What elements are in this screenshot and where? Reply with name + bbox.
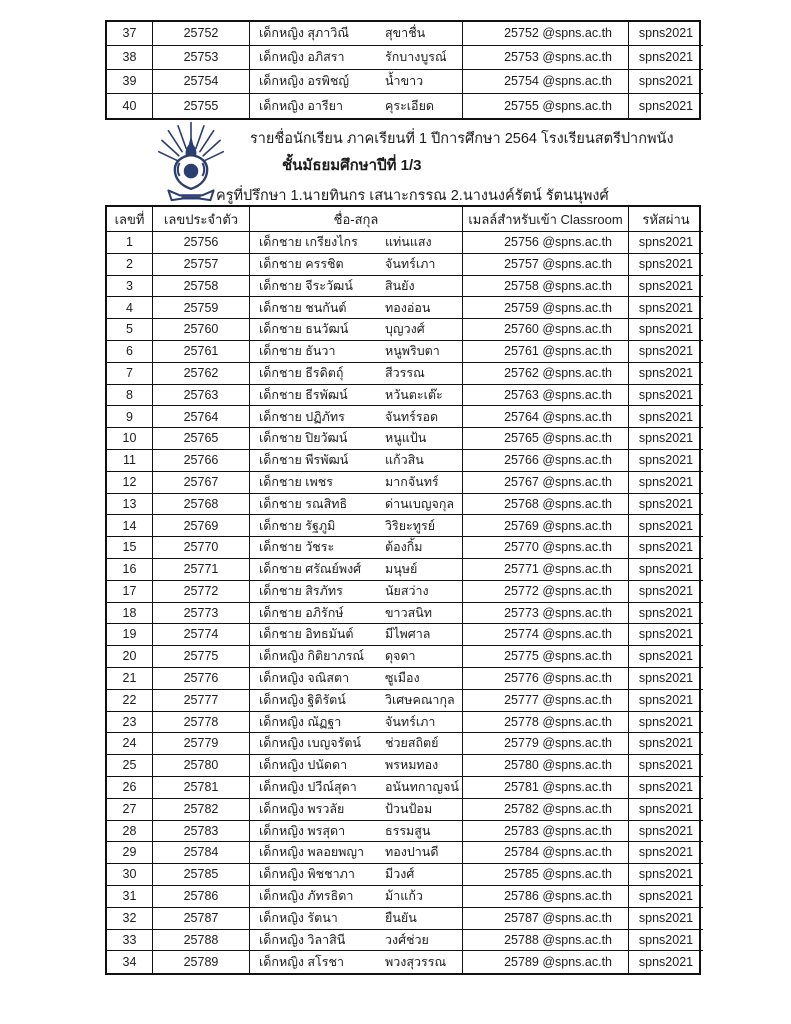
row-number-cell: 6 — [107, 341, 153, 363]
classroom-email-cell: 25755 @spns.ac.th — [463, 94, 629, 118]
student-id-cell: 25781 — [153, 777, 250, 799]
row-number-cell: 5 — [107, 319, 153, 341]
student-given-name: เด็กชาย รณสิทธิ — [259, 496, 348, 511]
password-cell: spns2021 — [629, 755, 703, 777]
student-id-cell: 25773 — [153, 603, 250, 625]
student-given-name: เด็กชาย ชนกันต์ — [259, 300, 347, 315]
classroom-email-cell: 25754 @spns.ac.th — [463, 70, 629, 94]
student-id-cell: 25769 — [153, 515, 250, 537]
row-number-cell: 18 — [107, 603, 153, 625]
student-id-cell: 25770 — [153, 537, 250, 559]
password-cell: spns2021 — [629, 842, 703, 864]
student-given-name: เด็กชาย ธีรพัฒน์ — [259, 387, 348, 402]
password-cell: spns2021 — [629, 472, 703, 494]
student-name-cell — [250, 559, 463, 581]
row-number-cell: 33 — [107, 930, 153, 952]
student-surname: แท่นแสง — [385, 235, 432, 250]
student-given-name: เด็กชาย ธนวัฒน์ — [259, 322, 349, 337]
password-cell: spns2021 — [629, 646, 703, 668]
classroom-email-cell: 25752 @spns.ac.th — [463, 22, 629, 46]
student-surname: สุขาชื่น — [385, 26, 426, 41]
student-surname: สินยัง — [385, 278, 415, 293]
student-id-cell: 25768 — [153, 494, 250, 516]
classroom-email-cell: 25786 @spns.ac.th — [463, 886, 629, 908]
classroom-email-cell: 25784 @spns.ac.th — [463, 842, 629, 864]
password-cell: spns2021 — [629, 733, 703, 755]
student-id-cell: 25755 — [153, 94, 250, 118]
student-given-name: เด็กหญิง พรวลัย — [259, 801, 345, 816]
row-number-cell: 30 — [107, 864, 153, 886]
classroom-email-cell: 25774 @spns.ac.th — [463, 624, 629, 646]
row-number-cell: 26 — [107, 777, 153, 799]
classroom-email-cell: 25779 @spns.ac.th — [463, 733, 629, 755]
student-id-cell: 25762 — [153, 363, 250, 385]
row-number-cell: 27 — [107, 799, 153, 821]
student-given-name: เด็กชาย รัฐภูมิ — [259, 518, 336, 533]
password-cell: spns2021 — [629, 297, 703, 319]
student-name-cell — [250, 712, 463, 734]
student-id-cell: 25786 — [153, 886, 250, 908]
student-surname: สีวรรณ — [385, 365, 425, 380]
classroom-email-cell: 25763 @spns.ac.th — [463, 385, 629, 407]
student-given-name: เด็กหญิง ภัทรธิดา — [259, 889, 354, 904]
student-given-name: เด็กหญิง อรพิชญ์ — [259, 74, 350, 89]
row-number-cell: 25 — [107, 755, 153, 777]
row-number-cell: 17 — [107, 581, 153, 603]
student-surname: คุระเอียด — [385, 98, 435, 113]
student-id-cell: 25766 — [153, 450, 250, 472]
student-id-cell: 25757 — [153, 254, 250, 276]
student-id-cell: 25754 — [153, 70, 250, 94]
student-surname: พรหมทอง — [385, 758, 439, 773]
student-name-cell — [250, 363, 463, 385]
classroom-email-cell: 25789 @spns.ac.th — [463, 951, 629, 973]
student-id-cell: 25765 — [153, 428, 250, 450]
classroom-email-cell: 25783 @spns.ac.th — [463, 821, 629, 843]
password-cell: spns2021 — [629, 864, 703, 886]
student-surname: ป้วนป้อม — [385, 801, 433, 816]
password-cell: spns2021 — [629, 821, 703, 843]
student-name-cell — [250, 254, 463, 276]
student-id-cell: 25785 — [153, 864, 250, 886]
student-surname: วิเศษคณากุล — [385, 692, 455, 707]
student-surname: จันทร์รอด — [385, 409, 439, 424]
row-number-cell: 10 — [107, 428, 153, 450]
student-name-cell — [250, 951, 463, 973]
password-cell: spns2021 — [629, 232, 703, 254]
row-number-cell: 13 — [107, 494, 153, 516]
row-number-cell: 39 — [107, 70, 153, 94]
row-number-cell: 22 — [107, 690, 153, 712]
student-name-cell — [250, 406, 463, 428]
student-given-name: เด็กชาย ธันวา — [259, 344, 336, 359]
student-name-cell — [250, 70, 463, 94]
student-given-name: เด็กชาย เพชร — [259, 474, 333, 489]
student-given-name: เด็กชาย วัชระ — [259, 540, 335, 555]
classroom-email-cell: 25766 @spns.ac.th — [463, 450, 629, 472]
classroom-email-cell: 25775 @spns.ac.th — [463, 646, 629, 668]
student-id-cell: 25752 — [153, 22, 250, 46]
student-surname: บุญวงศ์ — [385, 322, 425, 337]
student-name-cell — [250, 537, 463, 559]
student-name-cell — [250, 930, 463, 952]
student-surname: พวงสุวรรณ — [385, 954, 447, 969]
student-given-name: เด็กชาย ธีรดิตถุ์ — [259, 365, 344, 380]
student-name-cell — [250, 777, 463, 799]
student-name-cell — [250, 690, 463, 712]
student-given-name: เด็กหญิง วิลาสินี — [259, 932, 346, 947]
student-name-cell — [250, 450, 463, 472]
student-surname: ช่วยสถิตย์ — [385, 736, 439, 751]
row-number-cell: 28 — [107, 821, 153, 843]
student-surname: น้ำขาว — [385, 74, 424, 89]
student-given-name: เด็กชาย ครรชิต — [259, 256, 344, 271]
student-name-cell — [250, 319, 463, 341]
classroom-email-cell: 25761 @spns.ac.th — [463, 341, 629, 363]
column-header-name: ชื่อ-สกุล — [250, 207, 463, 232]
class-level-title: ชั้นมัธยมศึกษาปีที่ 1/3 — [282, 157, 422, 174]
student-id-cell: 25789 — [153, 951, 250, 973]
row-number-cell: 2 — [107, 254, 153, 276]
password-cell: spns2021 — [629, 581, 703, 603]
student-id-cell: 25778 — [153, 712, 250, 734]
classroom-email-cell: 25756 @spns.ac.th — [463, 232, 629, 254]
student-given-name: เด็กชาย ปิยวัฒน์ — [259, 431, 348, 446]
student-given-name: เด็กหญิง กิติยาภรณ์ — [259, 649, 365, 664]
student-given-name: เด็กหญิง พลอยพญา — [259, 845, 365, 860]
student-id-cell: 25787 — [153, 908, 250, 930]
student-surname: วงศ์ช่วย — [385, 932, 429, 947]
classroom-email-cell: 25772 @spns.ac.th — [463, 581, 629, 603]
student-id-cell: 25779 — [153, 733, 250, 755]
classroom-email-cell: 25768 @spns.ac.th — [463, 494, 629, 516]
password-cell: spns2021 — [629, 385, 703, 407]
student-given-name: เด็กชาย อิทธมันต์ — [259, 627, 354, 642]
student-given-name: เด็กชาย เกรียงไกร — [259, 235, 358, 250]
student-id-cell: 25772 — [153, 581, 250, 603]
student-id-cell: 25760 — [153, 319, 250, 341]
row-number-cell: 31 — [107, 886, 153, 908]
column-header-number: เลขที่ — [107, 207, 153, 232]
password-cell: spns2021 — [629, 406, 703, 428]
student-name-cell — [250, 94, 463, 118]
row-number-cell: 9 — [107, 406, 153, 428]
student-name-cell — [250, 385, 463, 407]
student-given-name: เด็กหญิง ปนัดดา — [259, 758, 348, 773]
password-cell: spns2021 — [629, 428, 703, 450]
student-given-name: เด็กหญิง เบญจรัตน์ — [259, 736, 361, 751]
row-number-cell: 16 — [107, 559, 153, 581]
classroom-email-cell: 25777 @spns.ac.th — [463, 690, 629, 712]
student-given-name: เด็กหญิง อารียา — [259, 98, 344, 113]
student-name-cell — [250, 624, 463, 646]
password-cell: spns2021 — [629, 624, 703, 646]
password-cell: spns2021 — [629, 712, 703, 734]
password-cell: spns2021 — [629, 254, 703, 276]
student-name-cell — [250, 668, 463, 690]
student-given-name: เด็กหญิง ฐิติรัตน์ — [259, 692, 346, 707]
student-id-cell: 25758 — [153, 276, 250, 298]
row-number-cell: 14 — [107, 515, 153, 537]
password-cell: spns2021 — [638, 954, 694, 969]
student-surname: ยืนยัน — [385, 910, 417, 925]
password-cell: spns2021 — [629, 341, 703, 363]
student-id-cell: 25771 — [153, 559, 250, 581]
student-surname: มีไพศาล — [385, 627, 431, 642]
password-cell: spns2021 — [629, 690, 703, 712]
column-header-email: เมลล์สำหรับเข้า Classroom — [463, 207, 629, 232]
student-name-cell — [250, 886, 463, 908]
student-surname: ทองอ่อน — [385, 300, 431, 315]
password-cell: spns2021 — [629, 559, 703, 581]
password-cell: spns2021 — [629, 494, 703, 516]
student-id-cell: 25783 — [153, 821, 250, 843]
student-surname: ขาวสนิท — [385, 605, 432, 620]
student-given-name: เด็กชาย สิรภัทร — [259, 583, 343, 598]
student-id-cell: 25782 — [153, 799, 250, 821]
student-name-cell — [250, 472, 463, 494]
row-number-cell: 7 — [107, 363, 153, 385]
password-cell: spns2021 — [629, 319, 703, 341]
student-surname: ดุจดา — [385, 649, 416, 664]
student-name-cell — [250, 908, 463, 930]
classroom-email-cell: 25753 @spns.ac.th — [463, 46, 629, 70]
student-name-cell — [250, 494, 463, 516]
row-number-cell: 12 — [107, 472, 153, 494]
student-surname: จันทร์เภา — [385, 714, 436, 729]
row-number-cell: 19 — [107, 624, 153, 646]
student-id-cell: 25775 — [153, 646, 250, 668]
student-id-cell: 25777 — [153, 690, 250, 712]
student-id-cell: 25756 — [153, 232, 250, 254]
student-name-cell — [250, 755, 463, 777]
class-roster-table — [105, 205, 701, 975]
password-cell: spns2021 — [629, 668, 703, 690]
row-number-cell: 40 — [107, 94, 153, 118]
student-given-name: เด็กหญิง ณัฏฐา — [259, 714, 342, 729]
row-number-cell: 15 — [107, 537, 153, 559]
classroom-email-cell: 25780 @spns.ac.th — [463, 755, 629, 777]
classroom-email-cell: 25767 @spns.ac.th — [463, 472, 629, 494]
student-surname: ต้องกิ้ม — [385, 540, 423, 555]
document-title: รายชื่อนักเรียน ภาคเรียนที่ 1 ปีการศึกษา 2564 โรงเรียนสตรีปากพนัง — [250, 131, 674, 147]
student-id-cell: 25761 — [153, 341, 250, 363]
password-cell: spns2021 — [629, 886, 703, 908]
student-surname: ซูเมือง — [385, 671, 420, 686]
password-cell: spns2021 — [629, 276, 703, 298]
student-surname: รักบางบูรณ์ — [385, 50, 447, 65]
student-surname: มากจันทร์ — [385, 474, 439, 489]
student-name-cell — [250, 232, 463, 254]
student-name-cell — [250, 341, 463, 363]
student-given-name: เด็กหญิง อภิสรา — [259, 50, 345, 65]
student-surname: มีวงศ์ — [385, 867, 415, 882]
student-id-cell: 25776 — [153, 668, 250, 690]
classroom-email-cell: 25762 @spns.ac.th — [463, 363, 629, 385]
student-surname: หนูพริบตา — [385, 344, 440, 359]
student-surname: ด่านเบญจกุล — [385, 496, 455, 511]
classroom-email-cell: 25757 @spns.ac.th — [463, 254, 629, 276]
password-cell: spns2021 — [629, 363, 703, 385]
student-surname: ธรรมสูน — [385, 823, 431, 838]
student-given-name: เด็กหญิง จณิสตา — [259, 671, 350, 686]
password-cell: spns2021 — [638, 98, 694, 113]
password-cell: spns2021 — [629, 46, 703, 70]
row-number-cell: 21 — [107, 668, 153, 690]
classroom-email-cell: 25785 @spns.ac.th — [463, 864, 629, 886]
classroom-email-cell: 25782 @spns.ac.th — [463, 799, 629, 821]
student-name-cell — [250, 821, 463, 843]
student-surname: นัยสว่าง — [385, 583, 429, 598]
password-cell: spns2021 — [629, 777, 703, 799]
row-number-cell: 37 — [107, 22, 153, 46]
student-given-name: เด็กหญิง สุภาวิณี — [259, 26, 349, 41]
classroom-email-cell: 25776 @spns.ac.th — [463, 668, 629, 690]
student-id-cell: 25753 — [153, 46, 250, 70]
student-surname: ทองปานดี — [385, 845, 439, 860]
classroom-email-cell: 25781 @spns.ac.th — [463, 777, 629, 799]
student-id-cell: 25763 — [153, 385, 250, 407]
student-given-name: เด็กหญิง ปวีณ์สุดา — [259, 780, 357, 795]
student-given-name: เด็กชาย ศรัณย์พงศ์ — [259, 562, 362, 577]
classroom-email-cell: 25769 @spns.ac.th — [463, 515, 629, 537]
student-surname: หนูแป้น — [385, 431, 427, 446]
student-surname: อนันทกาญจน์ — [385, 780, 459, 795]
student-id-cell: 25784 — [153, 842, 250, 864]
student-surname: ม้าแก้ว — [385, 889, 423, 904]
row-number-cell: 34 — [107, 951, 153, 973]
classroom-email-cell: 25760 @spns.ac.th — [463, 319, 629, 341]
student-given-name: เด็กหญิง พรสุดา — [259, 823, 346, 838]
classroom-email-cell: 25787 @spns.ac.th — [463, 908, 629, 930]
student-name-cell — [250, 799, 463, 821]
classroom-email-cell: 25778 @spns.ac.th — [463, 712, 629, 734]
classroom-email-cell: 25788 @spns.ac.th — [463, 930, 629, 952]
student-name-cell — [250, 842, 463, 864]
classroom-email-cell: 25759 @spns.ac.th — [463, 297, 629, 319]
password-cell: spns2021 — [629, 70, 703, 94]
row-number-cell: 24 — [107, 733, 153, 755]
student-name-cell — [250, 297, 463, 319]
student-given-name: เด็กชาย ปฏิภัทร — [259, 409, 345, 424]
classroom-email-cell: 25770 @spns.ac.th — [463, 537, 629, 559]
password-cell: spns2021 — [629, 603, 703, 625]
student-surname: จันทร์เภา — [385, 256, 436, 271]
student-given-name: เด็กหญิง พิชชาภา — [259, 867, 355, 882]
student-id-cell: 25780 — [153, 755, 250, 777]
student-name-cell — [250, 581, 463, 603]
student-surname: มนุษย์ — [385, 562, 418, 577]
student-name-cell — [250, 733, 463, 755]
password-cell: spns2021 — [629, 799, 703, 821]
column-header-student-id: เลขประจำตัว — [153, 207, 250, 232]
password-cell: spns2021 — [629, 450, 703, 472]
student-id-cell: 25774 — [153, 624, 250, 646]
classroom-email-cell: 25771 @spns.ac.th — [463, 559, 629, 581]
student-given-name: เด็กชาย จีระวัฒน์ — [259, 278, 353, 293]
password-cell: spns2021 — [629, 908, 703, 930]
student-name-cell — [250, 603, 463, 625]
classroom-email-cell: 25765 @spns.ac.th — [463, 428, 629, 450]
student-name-cell — [250, 428, 463, 450]
row-number-cell: 11 — [107, 450, 153, 472]
password-cell: spns2021 — [629, 537, 703, 559]
student-id-cell: 25759 — [153, 297, 250, 319]
student-name-cell — [250, 646, 463, 668]
row-number-cell: 32 — [107, 908, 153, 930]
student-name-cell — [250, 46, 463, 70]
advisor-names: ครูที่ปรึกษา 1.นายทินกร เสนาะกรรณ 2.นางนงค์รัตน์ รัตนนุพงศ์ — [216, 188, 609, 204]
student-surname: แก้วสิน — [385, 453, 424, 468]
student-name-cell — [250, 276, 463, 298]
student-given-name: เด็กหญิง สโรชา — [259, 954, 344, 969]
student-given-name: เด็กชาย อภิรักษ์ — [259, 605, 344, 620]
row-number-cell: 1 — [107, 232, 153, 254]
password-cell: spns2021 — [629, 515, 703, 537]
student-name-cell — [250, 864, 463, 886]
column-header-password: รหัสผ่าน — [629, 207, 703, 232]
classroom-email-cell: 25773 @spns.ac.th — [463, 603, 629, 625]
row-number-cell: 23 — [107, 712, 153, 734]
student-given-name: เด็กชาย พีรพัฒน์ — [259, 453, 349, 468]
classroom-email-cell: 25758 @spns.ac.th — [463, 276, 629, 298]
row-number-cell: 38 — [107, 46, 153, 70]
row-number-cell: 20 — [107, 646, 153, 668]
student-id-cell: 25767 — [153, 472, 250, 494]
row-number-cell: 8 — [107, 385, 153, 407]
student-surname: วิริยะทูรย์ — [385, 518, 436, 533]
student-surname: หวันตะเต๊ะ — [385, 387, 443, 402]
password-cell: spns2021 — [629, 22, 703, 46]
student-name-cell — [250, 515, 463, 537]
row-number-cell: 4 — [107, 297, 153, 319]
student-name-cell — [250, 22, 463, 46]
student-id-cell: 25788 — [153, 930, 250, 952]
row-number-cell: 3 — [107, 276, 153, 298]
row-number-cell: 29 — [107, 842, 153, 864]
previous-class-table — [105, 20, 701, 120]
student-id-cell: 25764 — [153, 406, 250, 428]
student-given-name: เด็กหญิง รัตนา — [259, 910, 338, 925]
classroom-email-cell: 25764 @spns.ac.th — [463, 406, 629, 428]
password-cell: spns2021 — [629, 930, 703, 952]
